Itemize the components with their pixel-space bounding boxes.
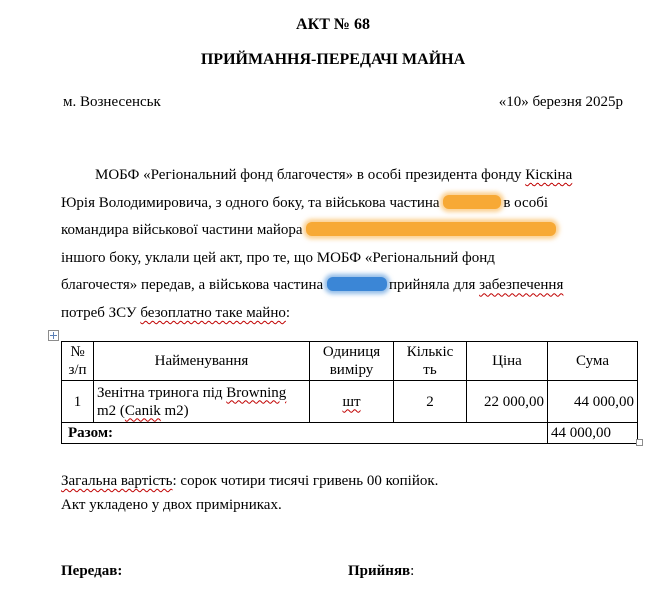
text-run: m2 (: [97, 402, 125, 419]
copies-note: Акт укладено у двох примірниках.: [61, 497, 282, 513]
text-run: Зенітна тринога під: [97, 384, 227, 401]
header-text: Кількіс: [406, 344, 454, 360]
paragraph-line: [61, 190, 631, 218]
signature-colon: :: [410, 563, 415, 579]
text-run: прийняла для: [388, 277, 480, 294]
spellcheck-phrase: Загальна вартість: [61, 473, 173, 489]
header-text: виміру: [329, 362, 374, 378]
document-subtitle: ПРИЙМАННЯ-ПЕРЕДАЧІ МАЙНА: [200, 51, 466, 68]
spellcheck-word: Canik: [124, 402, 161, 419]
header-text: ть: [423, 362, 437, 378]
spellcheck-word: Browning: [226, 384, 287, 401]
paragraph-line: [61, 162, 631, 190]
cell-number[interactable]: 1: [62, 381, 94, 423]
cell-quantity[interactable]: 2: [394, 381, 467, 423]
total-value[interactable]: 44 000,00: [548, 423, 638, 444]
cell-unit[interactable]: [310, 381, 394, 423]
text-run: в особі: [503, 194, 549, 211]
text-run: : сорок чотири тисячі гривень 00 копійок.: [172, 473, 439, 489]
spellcheck-word: забезпечення: [479, 277, 564, 294]
header-cell-sum[interactable]: Сума: [548, 342, 638, 381]
text-run: потреб ЗСУ: [61, 304, 141, 321]
signature-transferred: Передав:: [61, 563, 123, 579]
table-row: [62, 381, 638, 423]
document-city: м. Вознесенськ: [63, 94, 161, 110]
text-run: Юрія Володимировича, з одного боку, та військова частина: [61, 194, 444, 211]
total-in-words: [61, 473, 438, 490]
header-cell-unit[interactable]: [310, 342, 394, 381]
table-header-row: [62, 342, 638, 381]
header-cell-price[interactable]: Ціна: [467, 342, 548, 381]
document-title: АКТ № 68: [296, 16, 370, 33]
body-paragraph[interactable]: [61, 162, 631, 328]
table-resize-handle[interactable]: [636, 439, 643, 446]
table-total-row: [62, 423, 638, 444]
document-date: «10» березня 2025р: [498, 94, 623, 110]
spellcheck-word: шт: [342, 393, 361, 410]
redaction-mark: [306, 222, 556, 236]
header-text: №: [70, 344, 85, 360]
table-move-handle[interactable]: [48, 330, 59, 341]
header-text: з/п: [68, 362, 87, 378]
paragraph-line: [61, 300, 631, 328]
text-run: командира військової частини майора: [61, 222, 307, 239]
text-run: МОБФ «Регіональний фонд благочестя» в особі президента фонду: [95, 167, 526, 183]
redaction-mark: [443, 195, 501, 209]
items-table: [61, 341, 638, 444]
text-run: іншого боку, уклали цей акт, про те, що МОБФ «Регіональний фонд: [61, 249, 495, 266]
signature-label: Прийняв: [348, 563, 411, 579]
cell-price[interactable]: 22 000,00: [467, 381, 548, 423]
cell-sum[interactable]: 44 000,00: [548, 381, 638, 423]
header-text: Одиниця: [322, 344, 381, 360]
total-label[interactable]: Разом:: [62, 423, 548, 444]
header-cell-name[interactable]: Найменування: [94, 342, 310, 381]
paragraph-line: [61, 272, 631, 300]
header-cell-number[interactable]: [62, 342, 94, 381]
spellcheck-phrase: безоплатно таке майно: [140, 304, 286, 321]
text-run: :: [285, 304, 291, 321]
header-cell-quantity[interactable]: [394, 342, 467, 381]
text-run: m2): [160, 402, 189, 419]
spellcheck-word: Кіскіна: [525, 167, 573, 183]
redaction-mark: [327, 277, 387, 291]
paragraph-line: [61, 245, 631, 273]
signature-received: [348, 563, 414, 580]
cell-name[interactable]: [94, 381, 310, 423]
paragraph-line: [61, 217, 631, 245]
text-run: благочестя» передав, а військова частина: [61, 277, 327, 294]
